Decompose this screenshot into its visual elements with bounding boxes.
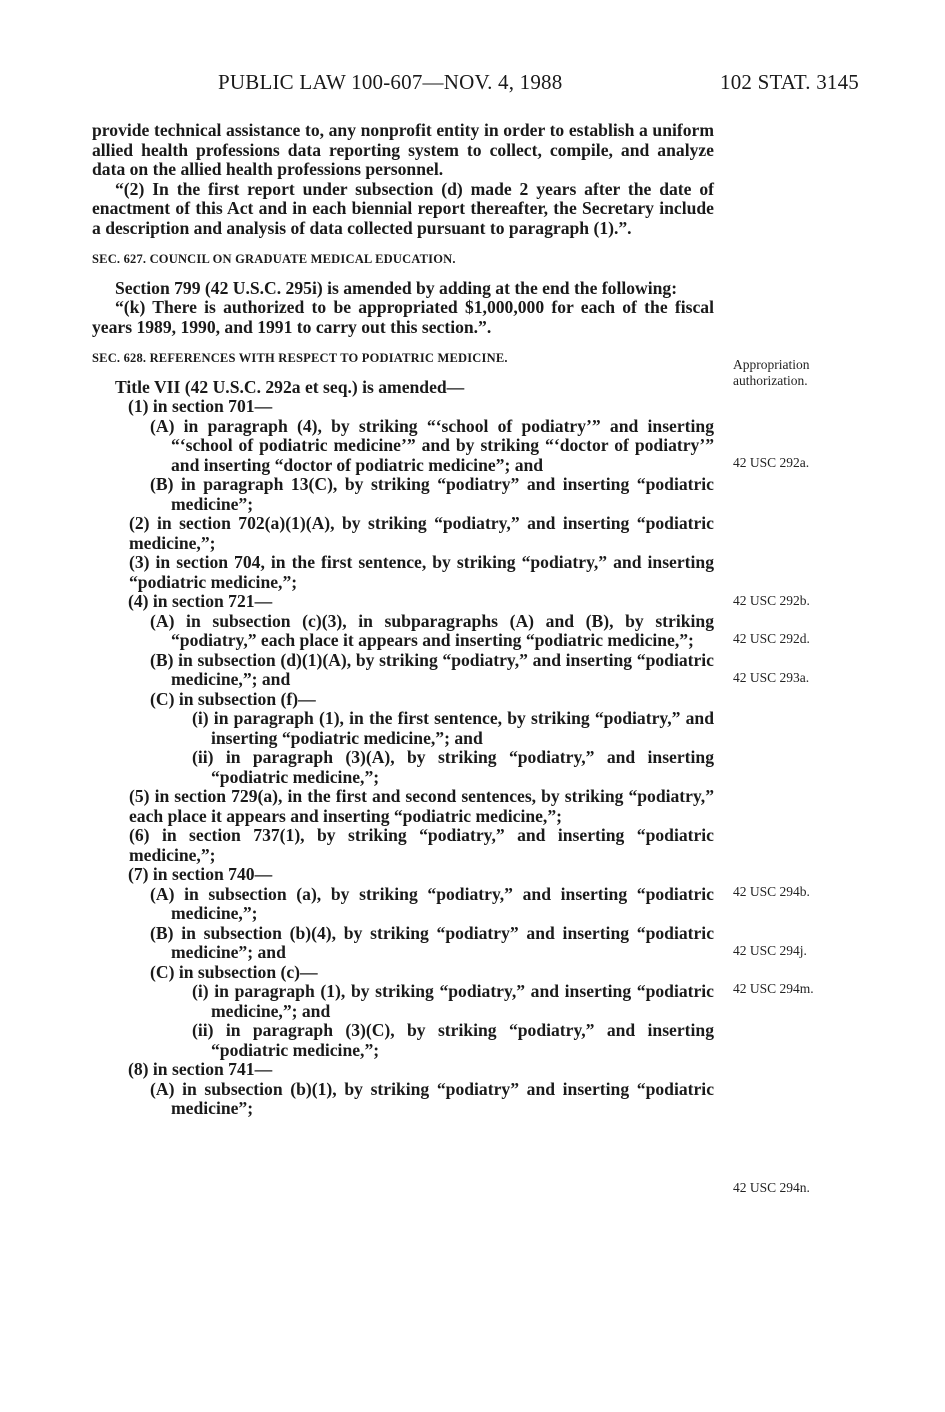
list-item: (6) in section 737(1), by striking “podiatry,” and inserting “podiatric medicine,”; — [129, 825, 714, 865]
margin-note-line: authorization. — [733, 373, 808, 388]
list-item: (A) in subsection (c)(3), in subparagraphs (A) and (B), by striking “podiatry,” each place it appears and inserting “podiatric medicine,”; — [150, 610, 714, 650]
page-header — [0, 70, 945, 100]
margin-note-usc: 42 USC 292d. — [733, 631, 810, 646]
margin-note-usc: 42 USC 294m. — [733, 981, 814, 996]
paragraph: “(2) In the first report under subsection (d) made 2 years after the date of enactment of this Act and in each biennial report thereafter, the Secretary include a description and analysis of data collected pursuant to paragraph (1).”. — [92, 178, 714, 238]
paragraph: Title VII (42 U.S.C. 292a et seq.) is amended— — [115, 376, 465, 397]
header-stat-page: 102 STAT. 3145 — [720, 70, 859, 94]
margin-note-usc: 42 USC 292a. — [733, 455, 810, 470]
list-item: (B) in subsection (d)(1)(A), by striking “podiatry,” and inserting “podiatric medicine,”; and — [150, 649, 714, 689]
paragraph: provide technical assistance to, any nonprofit entity in order to establish a uniform allied health professions data reporting system to collect, compile, and analyze data on the allied health professions personnel. — [92, 120, 714, 179]
list-item: (3) in section 704, in the first sentence, by striking “podiatry,” and inserting “podiatric medicine,”; — [129, 552, 714, 592]
list-item: (A) in subsection (a), by striking “podiatry,” and inserting “podiatric medicine,”; — [150, 883, 714, 923]
margin-note-usc: 42 USC 294b. — [733, 884, 810, 899]
list-item: (B) in subsection (b)(4), by striking “podiatry” and inserting “podiatric medicine”; and — [150, 922, 714, 962]
list-item: (A) in subsection (b)(1), by striking “podiatry” and inserting “podiatric medicine”; — [150, 1078, 714, 1118]
list-item: (C) in subsection (c)— — [150, 961, 318, 982]
list-item: (ii) in paragraph (3)(A), by striking “podiatry,” and inserting “podiatric medicine,”; — [192, 747, 714, 787]
list-item: (5) in section 729(a), in the first and second sentences, by striking “podiatry,” each place it appears and inserting “podiatric medicine,”; — [129, 786, 714, 826]
margin-note-usc: 42 USC 294n. — [733, 1180, 810, 1195]
margin-note-usc: 42 USC 294j. — [733, 943, 807, 958]
paragraph-appropriation: “(k) There is authorized to be appropriated $1,000,000 for each of the fiscal years 1989, 1990, and 1991 to carry out this section.”. — [92, 297, 714, 337]
list-item: (8) in section 741— — [128, 1059, 273, 1079]
margin-note-appropriation — [733, 357, 810, 389]
header-title: PUBLIC LAW 100-607—NOV. 4, 1988 — [218, 70, 563, 94]
list-item: (4) in section 721— — [128, 591, 273, 611]
list-item: (i) in paragraph (1), in the first sentence, by striking “podiatry,” and inserting “podiatric medicine,”; and — [192, 708, 714, 748]
list-item: (7) in section 740— — [128, 864, 273, 884]
margin-note-usc: 42 USC 293a. — [733, 670, 810, 685]
paragraph: Section 799 (42 U.S.C. 295i) is amended by adding at the end the following: — [115, 277, 678, 298]
section-heading-628: SEC. 628. REFERENCES WITH RESPECT TO PODIATRIC MEDICINE. — [92, 351, 508, 365]
list-item: (C) in subsection (f)— — [150, 688, 316, 709]
list-item: (2) in section 702(a)(1)(A), by striking “podiatry,” and inserting “podiatric medicine,”; — [129, 513, 714, 553]
list-item: (ii) in paragraph (3)(C), by striking “podiatry,” and inserting “podiatric medicine,”; — [192, 1020, 714, 1060]
list-item: (1) in section 701— — [128, 396, 273, 416]
margin-note-usc: 42 USC 292b. — [733, 593, 810, 608]
body-text — [92, 121, 714, 1119]
list-item: (A) in paragraph (4), by striking “‘school of podiatry’” and inserting “‘school of podiatric medicine’” and by striking “‘doctor of podiatry’” and inserting “doctor of podiatric medicine”; and — [150, 415, 714, 475]
list-item: (B) in paragraph 13(C), by striking “podiatry” and inserting “podiatric medicine”; — [150, 474, 714, 514]
margin-note-line: Appropriation — [733, 357, 810, 372]
section-heading-627: SEC. 627. COUNCIL ON GRADUATE MEDICAL EDUCATION. — [92, 252, 456, 266]
list-item: (i) in paragraph (1), by striking “podiatry,” and inserting “podiatric medicine,”; and — [192, 981, 714, 1021]
